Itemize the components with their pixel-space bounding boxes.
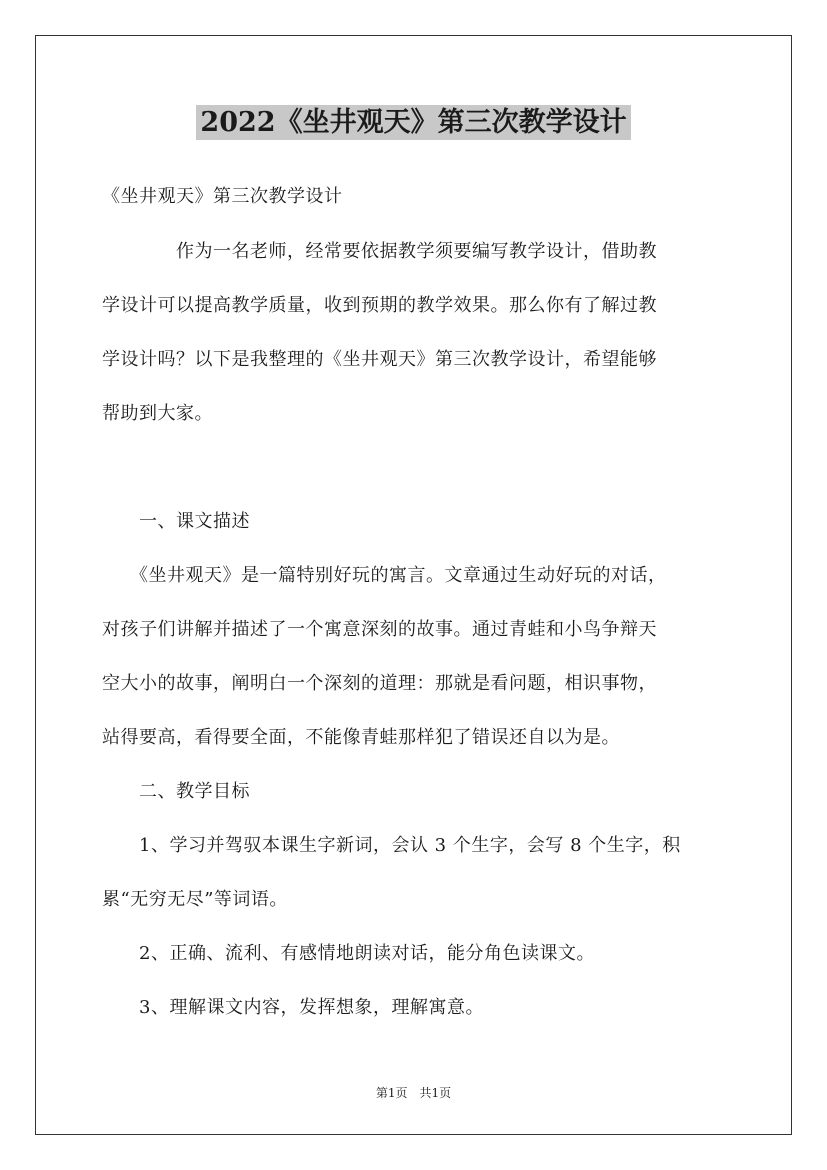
intro-line-1: 作为一名老师，经常要依据教学须要编写教学设计，借助教	[102, 241, 657, 262]
section1-line-1: 《坐井观天》是一篇特别好玩的寓言。文章通过生动好玩的对话，	[102, 565, 667, 586]
section1-line-2: 对孩子们讲解并描述了一个寓意深刻的故事。通过青蛙和小鸟争辩天	[102, 619, 657, 640]
document-subtitle: 《坐井观天》第三次教学设计	[102, 186, 343, 207]
page-footer: 第1页 共1页	[375, 1086, 452, 1100]
section1-line-3: 空大小的故事，阐明白一个深刻的道理：那就是看问题，相识事物，	[102, 673, 657, 694]
intro-line-4: 帮助到大家。	[102, 403, 213, 424]
goal2-line: 2、正确、流利、有感情地朗读对话，能分角色读课文。	[102, 943, 595, 964]
section-heading-2: 二、教学目标	[102, 781, 250, 802]
goal1-line-2: 累“无穷无尽”等词语。	[102, 889, 288, 910]
section1-line-4: 站得要高，看得要全面，不能像青蛙那样犯了错误还自以为是。	[102, 727, 620, 748]
intro-line-2: 学设计可以提高教学质量，收到预期的教学效果。那么你有了解过教	[102, 295, 657, 316]
goal3-line: 3、理解课文内容，发挥想象，理解寓意。	[102, 997, 484, 1018]
document-title: 2022《坐井观天》第三次教学设计	[196, 105, 630, 140]
section-heading-1: 一、课文描述	[102, 511, 250, 532]
goal1-line-1: 1、学习并驾驭本课生字新词，会认 3 个生字，会写 8 个生字，积	[102, 835, 681, 856]
document-title-container	[0, 100, 827, 139]
intro-line-3: 学设计吗？以下是我整理的《坐井观天》第三次教学设计，希望能够	[102, 349, 657, 370]
